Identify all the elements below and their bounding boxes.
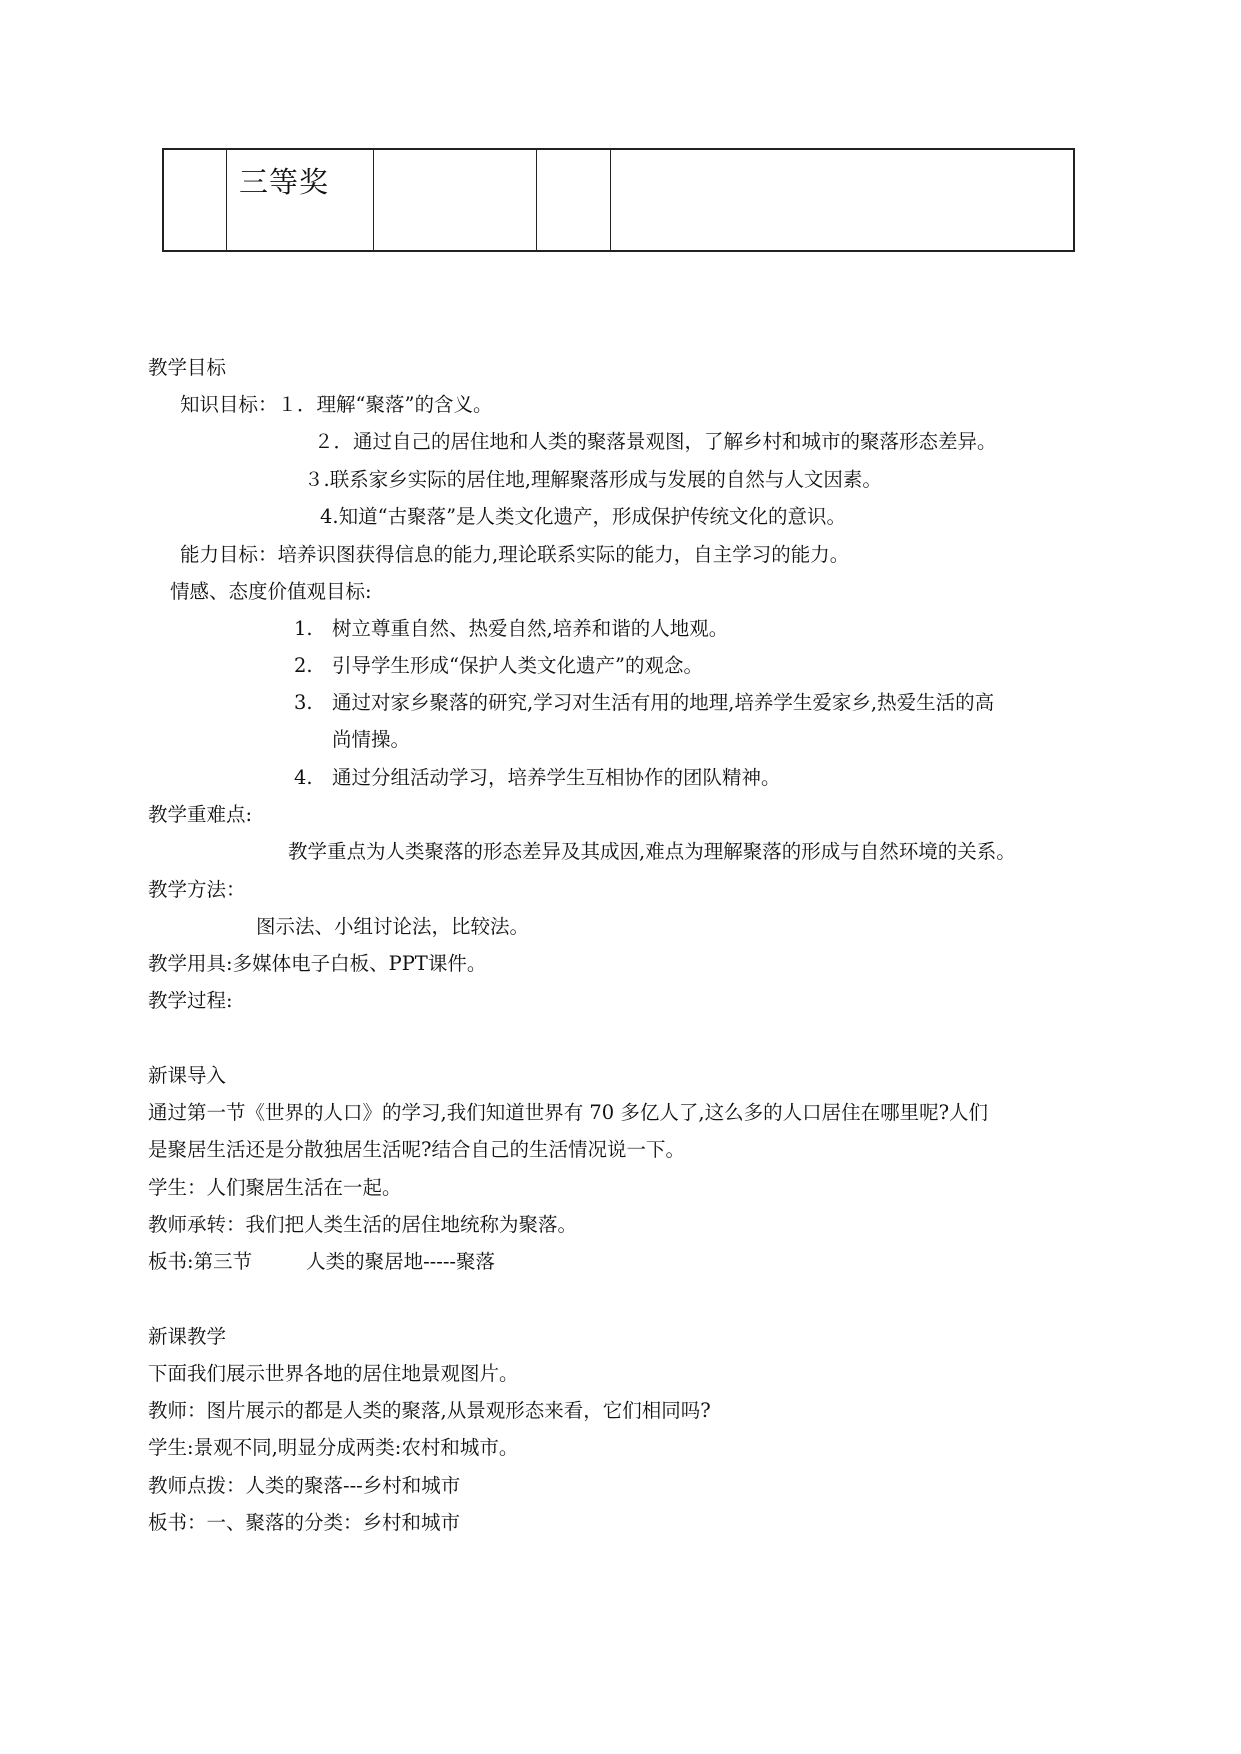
award-table (162, 148, 1075, 252)
intro-heading: 新课导入 (148, 1064, 227, 1087)
student-line-2: 学生:景观不同,明显分成两类:农村和城市。 (148, 1436, 519, 1459)
table-cell (537, 149, 611, 251)
intro-line-2: 是聚居生活还是分散独居生活呢?结合自己的生活情况说一下。 (148, 1138, 685, 1161)
student-line-1: 学生：人们聚居生活在一起。 (148, 1176, 402, 1199)
list-number: 3. (294, 691, 313, 714)
table-cell (374, 149, 537, 251)
knowledge-goal (180, 392, 492, 418)
knowledge-item-4: 4.知道“古聚落”是人类文化遗产，形成保护传统文化的意识。 (320, 505, 847, 528)
knowledge-item-2: ２．通过自己的居住地和人类的聚落景观图，了解乡村和城市的聚落形态差异。 (314, 430, 997, 453)
teacher-line-1: 教师承转：我们把人类生活的居住地统称为聚落。 (148, 1213, 578, 1236)
knowledge-item-1: １．理解“聚落”的含义。 (277, 393, 493, 416)
board-section: 板书:第三节 (148, 1250, 253, 1273)
emotion-item-1 (294, 616, 728, 642)
intro-line-1: 通过第一节《世界的人口》的学习,我们知道世界有 70 多亿人了,这么多的人口居住在哪里呢?人们 (148, 1101, 989, 1124)
list-item-text: 引导学生形成“保护人类文化遗产”的观念。 (332, 654, 703, 677)
teacher-line-2: 教师：图片展示的都是人类的聚落,从景观形态来看，它们相同吗? (148, 1399, 711, 1422)
table-row (163, 149, 1074, 251)
new-lesson-heading: 新课教学 (148, 1325, 227, 1348)
method-text: 图示法、小组讨论法，比较法。 (256, 915, 530, 938)
list-number: 1. (294, 617, 313, 640)
teacher-line-3: 教师点拨：人类的聚落---乡村和城市 (148, 1474, 461, 1497)
list-item-text: 树立尊重自然、热爱自然,培养和谐的人地观。 (332, 617, 729, 640)
ability-goal: 能力目标：培养识图获得信息的能力,理论联系实际的能力，自主学习的能力。 (180, 543, 850, 566)
knowledge-item-3: ３.联系家乡实际的居住地,理解聚落形成与发展的自然与人文因素。 (304, 468, 882, 491)
table-cell (163, 149, 227, 251)
table-cell (227, 149, 374, 251)
key-points-heading: 教学重难点: (148, 803, 253, 826)
board-line-2: 板书：一、聚落的分类：乡村和城市 (148, 1511, 461, 1534)
list-number: 2. (294, 654, 313, 677)
key-points-text: 教学重点为人类聚落的形态差异及其成因,难点为理解聚落的形成与自然环境的关系。 (288, 840, 1016, 863)
list-item-text: 通过对家乡聚落的研究,学习对生活有用的地理,培养学生爱家乡,热爱生活的高 (332, 691, 995, 714)
award-label: 三等奖 (239, 165, 330, 199)
emotion-item-2 (294, 653, 703, 679)
list-number: 4. (294, 766, 313, 789)
knowledge-label: 知识目标： (180, 393, 278, 416)
board-line-1 (148, 1249, 495, 1275)
board-title: 人类的聚居地-----聚落 (306, 1250, 496, 1273)
goals-heading: 教学目标 (148, 356, 227, 379)
list-item-text: 通过分组活动学习，培养学生互相协作的团队精神。 (332, 766, 781, 789)
emotion-goal-label: 情感、态度价值观目标: (170, 580, 372, 603)
process-heading: 教学过程: (148, 989, 233, 1012)
emotion-item-4 (294, 765, 781, 791)
table-cell (611, 149, 1075, 251)
new-lesson-line-1: 下面我们展示世界各地的居住地景观图片。 (148, 1362, 519, 1385)
tools-line: 教学用具:多媒体电子白板、PPT课件。 (148, 952, 487, 975)
emotion-item-3-cont: 尚情操。 (332, 728, 411, 751)
emotion-item-3 (294, 690, 994, 716)
method-heading: 教学方法： (148, 878, 246, 901)
